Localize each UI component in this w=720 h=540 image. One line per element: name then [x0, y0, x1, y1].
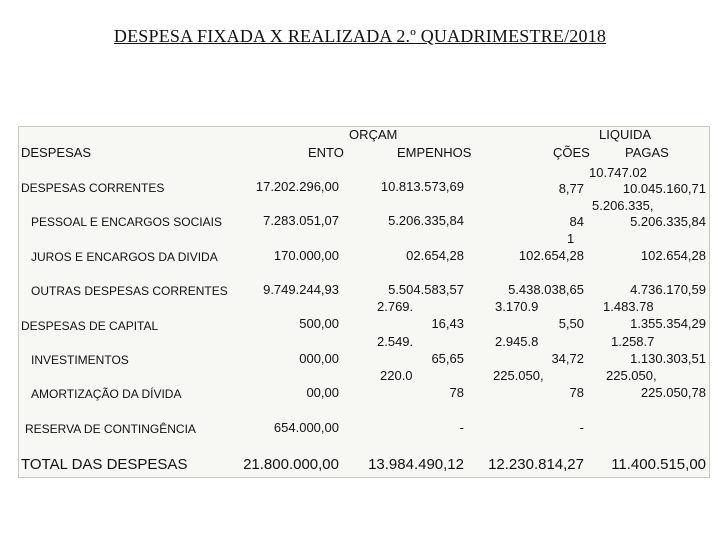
cell-pagas: 5.206.335,84: [630, 214, 706, 229]
row-label: INVESTIMENTOS: [31, 353, 129, 367]
header-coes: ÇÕES: [553, 145, 590, 160]
row-label: AMORTIZAÇÃO DA DÍVIDA: [31, 387, 182, 401]
cell-orcamento: 170.000,00: [273, 248, 339, 263]
header-liquida: LIQUIDA: [599, 127, 652, 142]
cell-pagas-part1: 225.050,: [606, 368, 657, 383]
cell-empenhos-part2: 78: [449, 385, 464, 400]
cell-pagas: 4.736.170,59: [630, 282, 706, 297]
cell-orcamento: 9.749.244,93: [263, 282, 339, 297]
cell-liquidacoes: 5.438.038,65: [508, 282, 584, 297]
cell-liquidacoes-part2: 5,50: [558, 316, 584, 331]
cell-empenhos: 02.654,28: [406, 248, 464, 263]
header-empenhos: EMPENHOS: [397, 145, 472, 160]
cell-orcamento: 654.000,00: [273, 420, 339, 435]
total-pagas: 11.400.515,00: [611, 456, 706, 473]
cell-orcamento: 17.202.296,00: [255, 179, 339, 194]
cell-orcamento: 7.283.051,07: [263, 213, 339, 228]
header-despesas: DESPESAS: [21, 145, 92, 160]
cell-empenhos-part2: 16,43: [431, 316, 464, 331]
cell-pagas-part2: 1.355.354,29: [630, 316, 706, 331]
total-empenhos: 13.984.490,12: [368, 456, 464, 473]
cell-pagas: 102.654,28: [640, 248, 706, 263]
total-label: TOTAL DAS DESPESAS: [21, 456, 188, 473]
row-label: PESSOAL E ENCARGOS SOCIAIS: [31, 215, 222, 229]
cell-liquidacoes-part2: 84: [569, 214, 584, 229]
cell-pagas-part1: 1.258.7: [611, 334, 655, 349]
cell-empenhos-part2: 65,65: [431, 351, 464, 366]
cell-orcamento: 000,00: [299, 351, 339, 366]
cell-empenhos-part1: 2.549.: [377, 334, 414, 349]
row-label: RESERVA DE CONTINGÊNCIA: [25, 422, 196, 436]
cell-pagas-part2: 225.050,78: [640, 385, 706, 400]
cell-liquidacoes-part2: 8,77: [558, 181, 584, 196]
cell-liquidacoes-part2: 102.654,28: [518, 248, 584, 263]
total-orcamento: 21.800.000,00: [243, 456, 339, 473]
cell-liquidacoes-part1: 10.747.02: [589, 165, 647, 180]
row-label: DESPESAS DE CAPITAL: [21, 319, 159, 333]
cell-liquidacoes-part1: 5.206.335,: [592, 198, 654, 213]
cell-pagas-part2: 1.130.303,51: [630, 351, 706, 366]
cell-orcamento: 500,00: [299, 316, 339, 331]
cell-empenhos: 5.504.583,57: [388, 282, 464, 297]
cell-liquidacoes-part1: 2.945.8: [495, 334, 539, 349]
cell-liquidacoes-part1: 225.050,: [493, 368, 544, 383]
cell-empenhos-part1: 220.0: [380, 368, 413, 383]
row-label: DESPESAS CORRENTES: [21, 181, 165, 195]
header-ento: ENTO: [308, 145, 344, 160]
cell-empenhos-part1: 2.769.: [377, 299, 414, 314]
header-pagas: PAGAS: [625, 145, 669, 160]
row-label: JUROS E ENCARGOS DA DIVIDA: [31, 250, 218, 264]
page-title: DESPESA FIXADA X REALIZADA 2.º QUADRIMESTRE/2018: [113, 26, 607, 46]
expense-table: [18, 126, 710, 478]
header-orcam: ORÇAM: [349, 127, 398, 142]
cell-empenhos: 10.813.573,69: [380, 179, 464, 194]
cell-liquidacoes: -: [579, 420, 584, 435]
cell-liquidacoes-part1: 3.170.9: [495, 299, 539, 314]
cell-empenhos: 5.206.335,84: [388, 213, 464, 228]
cell-liquidacoes-part2: 34,72: [551, 351, 584, 366]
cell-empenhos: -: [459, 420, 464, 435]
cell-pagas-part1: 1.483.78: [603, 299, 654, 314]
cell-pagas: 10.045.160,71: [622, 181, 706, 196]
total-liquidacoes: 12.230.814,27: [488, 456, 584, 473]
cell-liquidacoes-part2: 78: [569, 385, 584, 400]
row-label: OUTRAS DESPESAS CORRENTES: [31, 284, 228, 298]
cell-liquidacoes-part1: 1: [567, 231, 575, 246]
cell-orcamento: 00,00: [306, 385, 339, 400]
